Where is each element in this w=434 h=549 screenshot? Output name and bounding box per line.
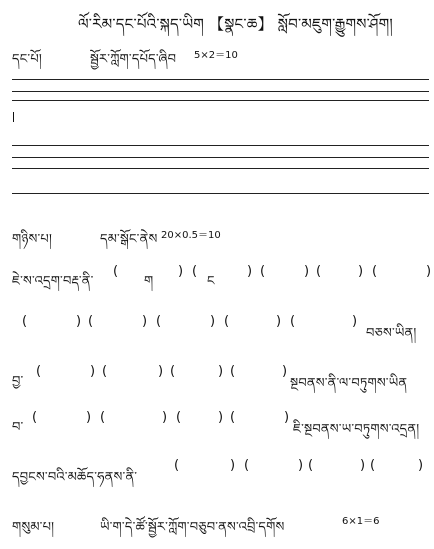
paren-close: ) [282, 364, 288, 379]
paren-open: ( [100, 410, 106, 425]
paren-open: ( [36, 364, 42, 379]
paren-close: ) [162, 410, 168, 425]
paren-open: ( [260, 264, 266, 279]
paren-close: ) [304, 264, 310, 279]
writing-line [12, 193, 429, 194]
paren-open: ( [192, 264, 198, 279]
writing-line [12, 145, 429, 146]
paren-open: ( [156, 314, 162, 329]
paren-open: ( [113, 264, 119, 279]
q1-label: དང་པོ། [12, 52, 42, 67]
blank-value: ག [144, 274, 154, 289]
paren-open: ( [88, 314, 94, 329]
writing-line [12, 168, 429, 169]
paren-close: ) [247, 264, 253, 279]
paren-open: ( [372, 264, 378, 279]
q1-instruction: སྦྱོར་ཀློག་དཔོད་ཞིབ [90, 52, 177, 67]
paren-close: ) [298, 458, 304, 473]
paren-open: ( [224, 314, 230, 329]
paren-close: ) [360, 458, 366, 473]
paren-open: ( [230, 364, 236, 379]
paren-open: ( [290, 314, 296, 329]
paren-close: ) [90, 364, 96, 379]
row5-prefix: དབྱངས་བའི་མཆོད་ཧནས་ནི་ [12, 470, 138, 485]
row1-prefix: ཇེ་ས་འདྲག་བརྡ་ནི་ [12, 274, 94, 289]
q3-label: གསུམ་པ། [12, 520, 55, 535]
text-cursor [13, 112, 14, 122]
q1-score: 5×2＝10 [194, 50, 238, 61]
paren-close: ) [76, 314, 82, 329]
row4-suffix: ཇི་སྔབནས་ཡ་བཏུགས་འདྲན། [293, 422, 420, 437]
paren-close: ) [178, 264, 184, 279]
blank-value: ང [207, 274, 215, 289]
writing-line [12, 91, 429, 92]
paren-open: ( [22, 314, 28, 329]
paren-open: ( [102, 364, 108, 379]
q3-score: 6×1＝6 [342, 516, 380, 527]
q2-score: 20×0.5＝10 [161, 230, 221, 241]
paren-close: ) [142, 314, 148, 329]
paren-close: ) [86, 410, 92, 425]
paren-close: ) [230, 458, 236, 473]
paren-close: ) [418, 458, 424, 473]
writing-line [12, 157, 429, 158]
paren-open: ( [170, 364, 176, 379]
q2-label: གཉིས་པ། [12, 232, 53, 247]
paren-open: ( [316, 264, 322, 279]
paren-open: ( [174, 458, 180, 473]
paren-open: ( [230, 410, 236, 425]
paren-open: ( [176, 410, 182, 425]
paren-close: ) [358, 264, 364, 279]
row3-suffix: སྔབནས་ནི་ལ་བཏུགས་ཡིན [290, 376, 408, 391]
paren-close: ) [218, 364, 224, 379]
row4-prefix: བ་ [12, 420, 24, 435]
page-title: ལོ་རིམ་དང་པོའི་སྐད་ཡིག 【སྣང་ཆ】 སློབ་མཇུག་རྒྱུགས་ཤོག། [78, 15, 393, 33]
row2-suffix: བཅས་ཡིན། [366, 326, 417, 341]
writing-line [12, 79, 429, 80]
paren-close: ) [218, 410, 224, 425]
paren-close: ) [158, 364, 164, 379]
paren-close: ) [426, 264, 432, 279]
paren-open: ( [32, 410, 38, 425]
paren-close: ) [352, 314, 358, 329]
paren-open: ( [244, 458, 250, 473]
paren-open: ( [370, 458, 376, 473]
paren-close: ) [276, 314, 282, 329]
paren-close: ) [210, 314, 216, 329]
q3-instruction: ཡི་ག་དེ་ཚོ་སྦྱོར་ཀློག་བཅུབ་ནས་འབྲི་དགོས [100, 520, 285, 535]
paren-close: ) [284, 410, 290, 425]
row3-prefix: བྱ་ [12, 374, 24, 389]
q2-instruction: དམ་སྒོང་ནེས [100, 232, 158, 247]
writing-line [12, 100, 429, 101]
paren-open: ( [308, 458, 314, 473]
